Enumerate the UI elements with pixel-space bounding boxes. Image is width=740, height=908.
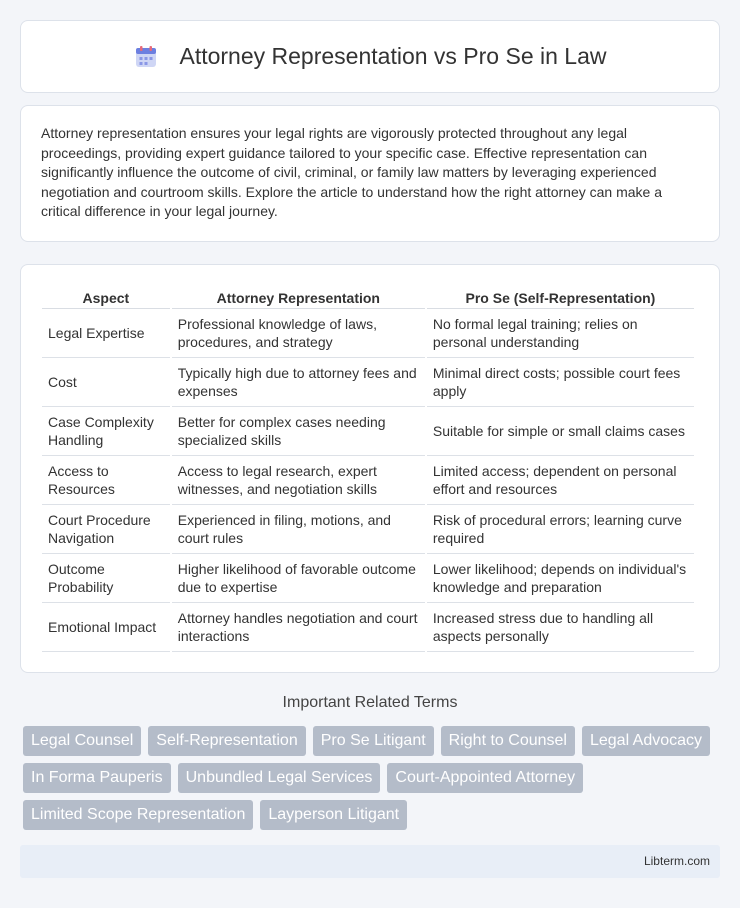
related-terms-list xyxy=(23,726,723,830)
header-card xyxy=(20,20,720,93)
related-term-tag[interactable]: Unbundled Legal Services xyxy=(178,763,381,793)
row-pro-se: Limited access; dependent on personal effort and resources xyxy=(427,456,694,505)
row-aspect: Case Complexity Handling xyxy=(42,407,170,456)
row-pro-se: Increased stress due to handling all aspects personally xyxy=(427,603,694,652)
row-attorney: Better for complex cases needing specialized skills xyxy=(172,407,425,456)
related-term-tag[interactable]: Limited Scope Representation xyxy=(23,800,253,830)
intro-text: Attorney representation ensures your legal rights are vigorously protected throughout any legal proceedings, providing expert guidance tailored to your specific case. Effective representation can significantly influence the outcome of civil, criminal, or family law matters by leveraging experienced negotiation and courtroom skills. Explore the article to understand how the right attorney can make a critical difference in your legal journey. xyxy=(41,125,663,220)
calendar-icon xyxy=(133,44,159,70)
row-aspect: Outcome Probability xyxy=(42,554,170,603)
footer-brand-link[interactable]: Libterm.com xyxy=(643,854,710,868)
row-aspect: Emotional Impact xyxy=(42,603,170,652)
related-term-tag[interactable]: Court-Appointed Attorney xyxy=(387,763,583,793)
intro-card xyxy=(20,105,720,242)
related-term-tag[interactable]: In Forma Pauperis xyxy=(23,763,171,793)
row-pro-se: No formal legal training; relies on personal understanding xyxy=(427,309,694,358)
related-terms-title: Important Related Terms xyxy=(282,694,458,711)
page-title: Attorney Representation vs Pro Se in Law xyxy=(179,43,607,69)
header-attorney: Attorney Representation xyxy=(172,287,425,309)
related-term-tag[interactable]: Pro Se Litigant xyxy=(313,726,434,756)
table-header-row xyxy=(42,287,694,309)
table-row xyxy=(42,358,694,407)
table-row xyxy=(42,309,694,358)
related-term-tag[interactable]: Legal Counsel xyxy=(23,726,141,756)
related-term-tag[interactable]: Legal Advocacy xyxy=(582,726,710,756)
footer xyxy=(20,845,720,878)
row-pro-se: Lower likelihood; depends on individual's knowledge and preparation xyxy=(427,554,694,603)
header-pro-se: Pro Se (Self-Representation) xyxy=(427,287,694,309)
row-aspect: Legal Expertise xyxy=(42,309,170,358)
row-aspect: Court Procedure Navigation xyxy=(42,505,170,554)
table-row xyxy=(42,456,694,505)
row-pro-se: Suitable for simple or small claims cases xyxy=(427,407,694,456)
row-attorney: Professional knowledge of laws, procedures, and strategy xyxy=(172,309,425,358)
header-aspect: Aspect xyxy=(42,287,170,309)
comparison-card xyxy=(20,264,720,673)
row-pro-se: Risk of procedural errors; learning curve required xyxy=(427,505,694,554)
related-term-tag[interactable]: Self-Representation xyxy=(148,726,305,756)
related-term-tag[interactable]: Layperson Litigant xyxy=(260,800,407,830)
comparison-table xyxy=(40,287,696,652)
table-row xyxy=(42,407,694,456)
row-attorney: Experienced in filing, motions, and court rules xyxy=(172,505,425,554)
row-attorney: Typically high due to attorney fees and expenses xyxy=(172,358,425,407)
row-aspect: Cost xyxy=(42,358,170,407)
row-pro-se: Minimal direct costs; possible court fees apply xyxy=(427,358,694,407)
related-term-tag[interactable]: Right to Counsel xyxy=(441,726,575,756)
row-aspect: Access to Resources xyxy=(42,456,170,505)
table-row xyxy=(42,554,694,603)
table-row xyxy=(42,505,694,554)
row-attorney: Higher likelihood of favorable outcome due to expertise xyxy=(172,554,425,603)
row-attorney: Attorney handles negotiation and court interactions xyxy=(172,603,425,652)
row-attorney: Access to legal research, expert witnesses, and negotiation skills xyxy=(172,456,425,505)
table-row xyxy=(42,603,694,652)
